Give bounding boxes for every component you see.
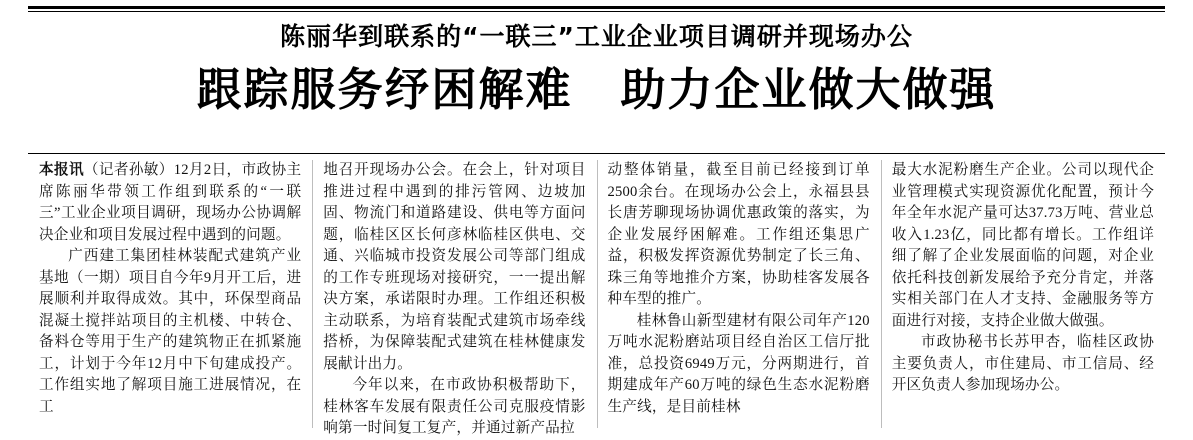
dateline-lead: 本报讯 (39, 162, 84, 178)
main-headline-right: 助力企业做大做强 (620, 63, 997, 116)
paragraph: 动整体销量，截至目前已经接到订单2500余台。在现场办公会上，永福县县长唐芳聊现场协调优惠政策的落实，为企业发展纾困解难。工作组还集思广益，积极发挥资源优势制定了长三角、珠三角等地推介方案，协助桂客发展各种车型的推广。 (607, 162, 870, 307)
paragraph: 广西建工集团桂林装配式建筑产业基地（一期）项目自今年9月开工后，进展顺利并取得成效。其中，环保型商品混凝土搅拌站项目的主机楼、中转仓、备料仓等用于生产的建筑物正在抓紧施工，计划于今年12月中下旬建成投产。工作组实地了解项目施工进展情况，在工 (39, 248, 302, 415)
paragraph-text: 12月2日，市政协主席陈丽华带领工作组到联系的“一联三”工业企业项目调研，现场办公协调解决企业和项目发展过程中遇到的问题。 (39, 162, 302, 243)
column-3 (597, 160, 881, 428)
headline-divider-rule (28, 153, 1165, 154)
main-headline-left: 跟踪服务纾困解难 (196, 63, 573, 116)
paragraph: 桂林鲁山新型建材有限公司年产120万吨水泥粉磨站项目经自治区工信厅批准，总投资6949万元，分两期进行，首期建成年产60万吨的绿色生态水泥粉磨生产线，是目前桂林 (607, 312, 870, 415)
paragraph: 地召开现场办公会。在会上，针对项目推进过程中遇到的排污管网、边坡加固、物流门和道路建设、供电等方面问题，临桂区区长何彦林临桂区供电、交通、兴临城市投资发展公司等部门组成的工作专班现场对接研究，一一提出解决方案，承诺限时办理。工作组还积极主动联系，为培育装配式建筑市场牵线搭桥，为保障装配式建筑在桂林健康发展献计出力。 (323, 162, 586, 372)
paragraph (39, 160, 301, 246)
top-rule-thick (28, 6, 1165, 9)
column-4 (881, 160, 1165, 428)
byline: （记者孙敏） (83, 162, 174, 178)
shoulder-headline: 陈丽华到联系的“一联三”工业企业项目调研并现场办公 (280, 22, 913, 51)
column-1 (28, 160, 312, 428)
paragraph: 最大水泥粉磨生产企业。公司以现代企业管理模式实现资源优化配置，预计今年全年水泥产量可达37.73万吨、营业总收入1.23亿，同比都有增长。工作组详细了解了企业发展面临的问题，对企业依托科技创新发展给予充分肯定，并落实相关部门在人才支持、金融服务等方面进行对接，支持企业做大做强。 (891, 162, 1154, 329)
top-rule-thin (28, 11, 1165, 12)
paragraph: 市政协秘书长苏甲杏，临桂区政协主要负责人，市住建局、市工信局、经开区负责人参加现场办公。 (891, 334, 1154, 393)
paragraph: 今年以来，在市政协积极帮助下，桂林客车发展有限责任公司克服疫情影响第一时间复工复产，并通过新产品拉 (323, 377, 586, 436)
column-2 (312, 160, 596, 436)
headline-block (28, 0, 1165, 116)
body-columns (28, 160, 1165, 436)
main-headline (28, 64, 1165, 116)
